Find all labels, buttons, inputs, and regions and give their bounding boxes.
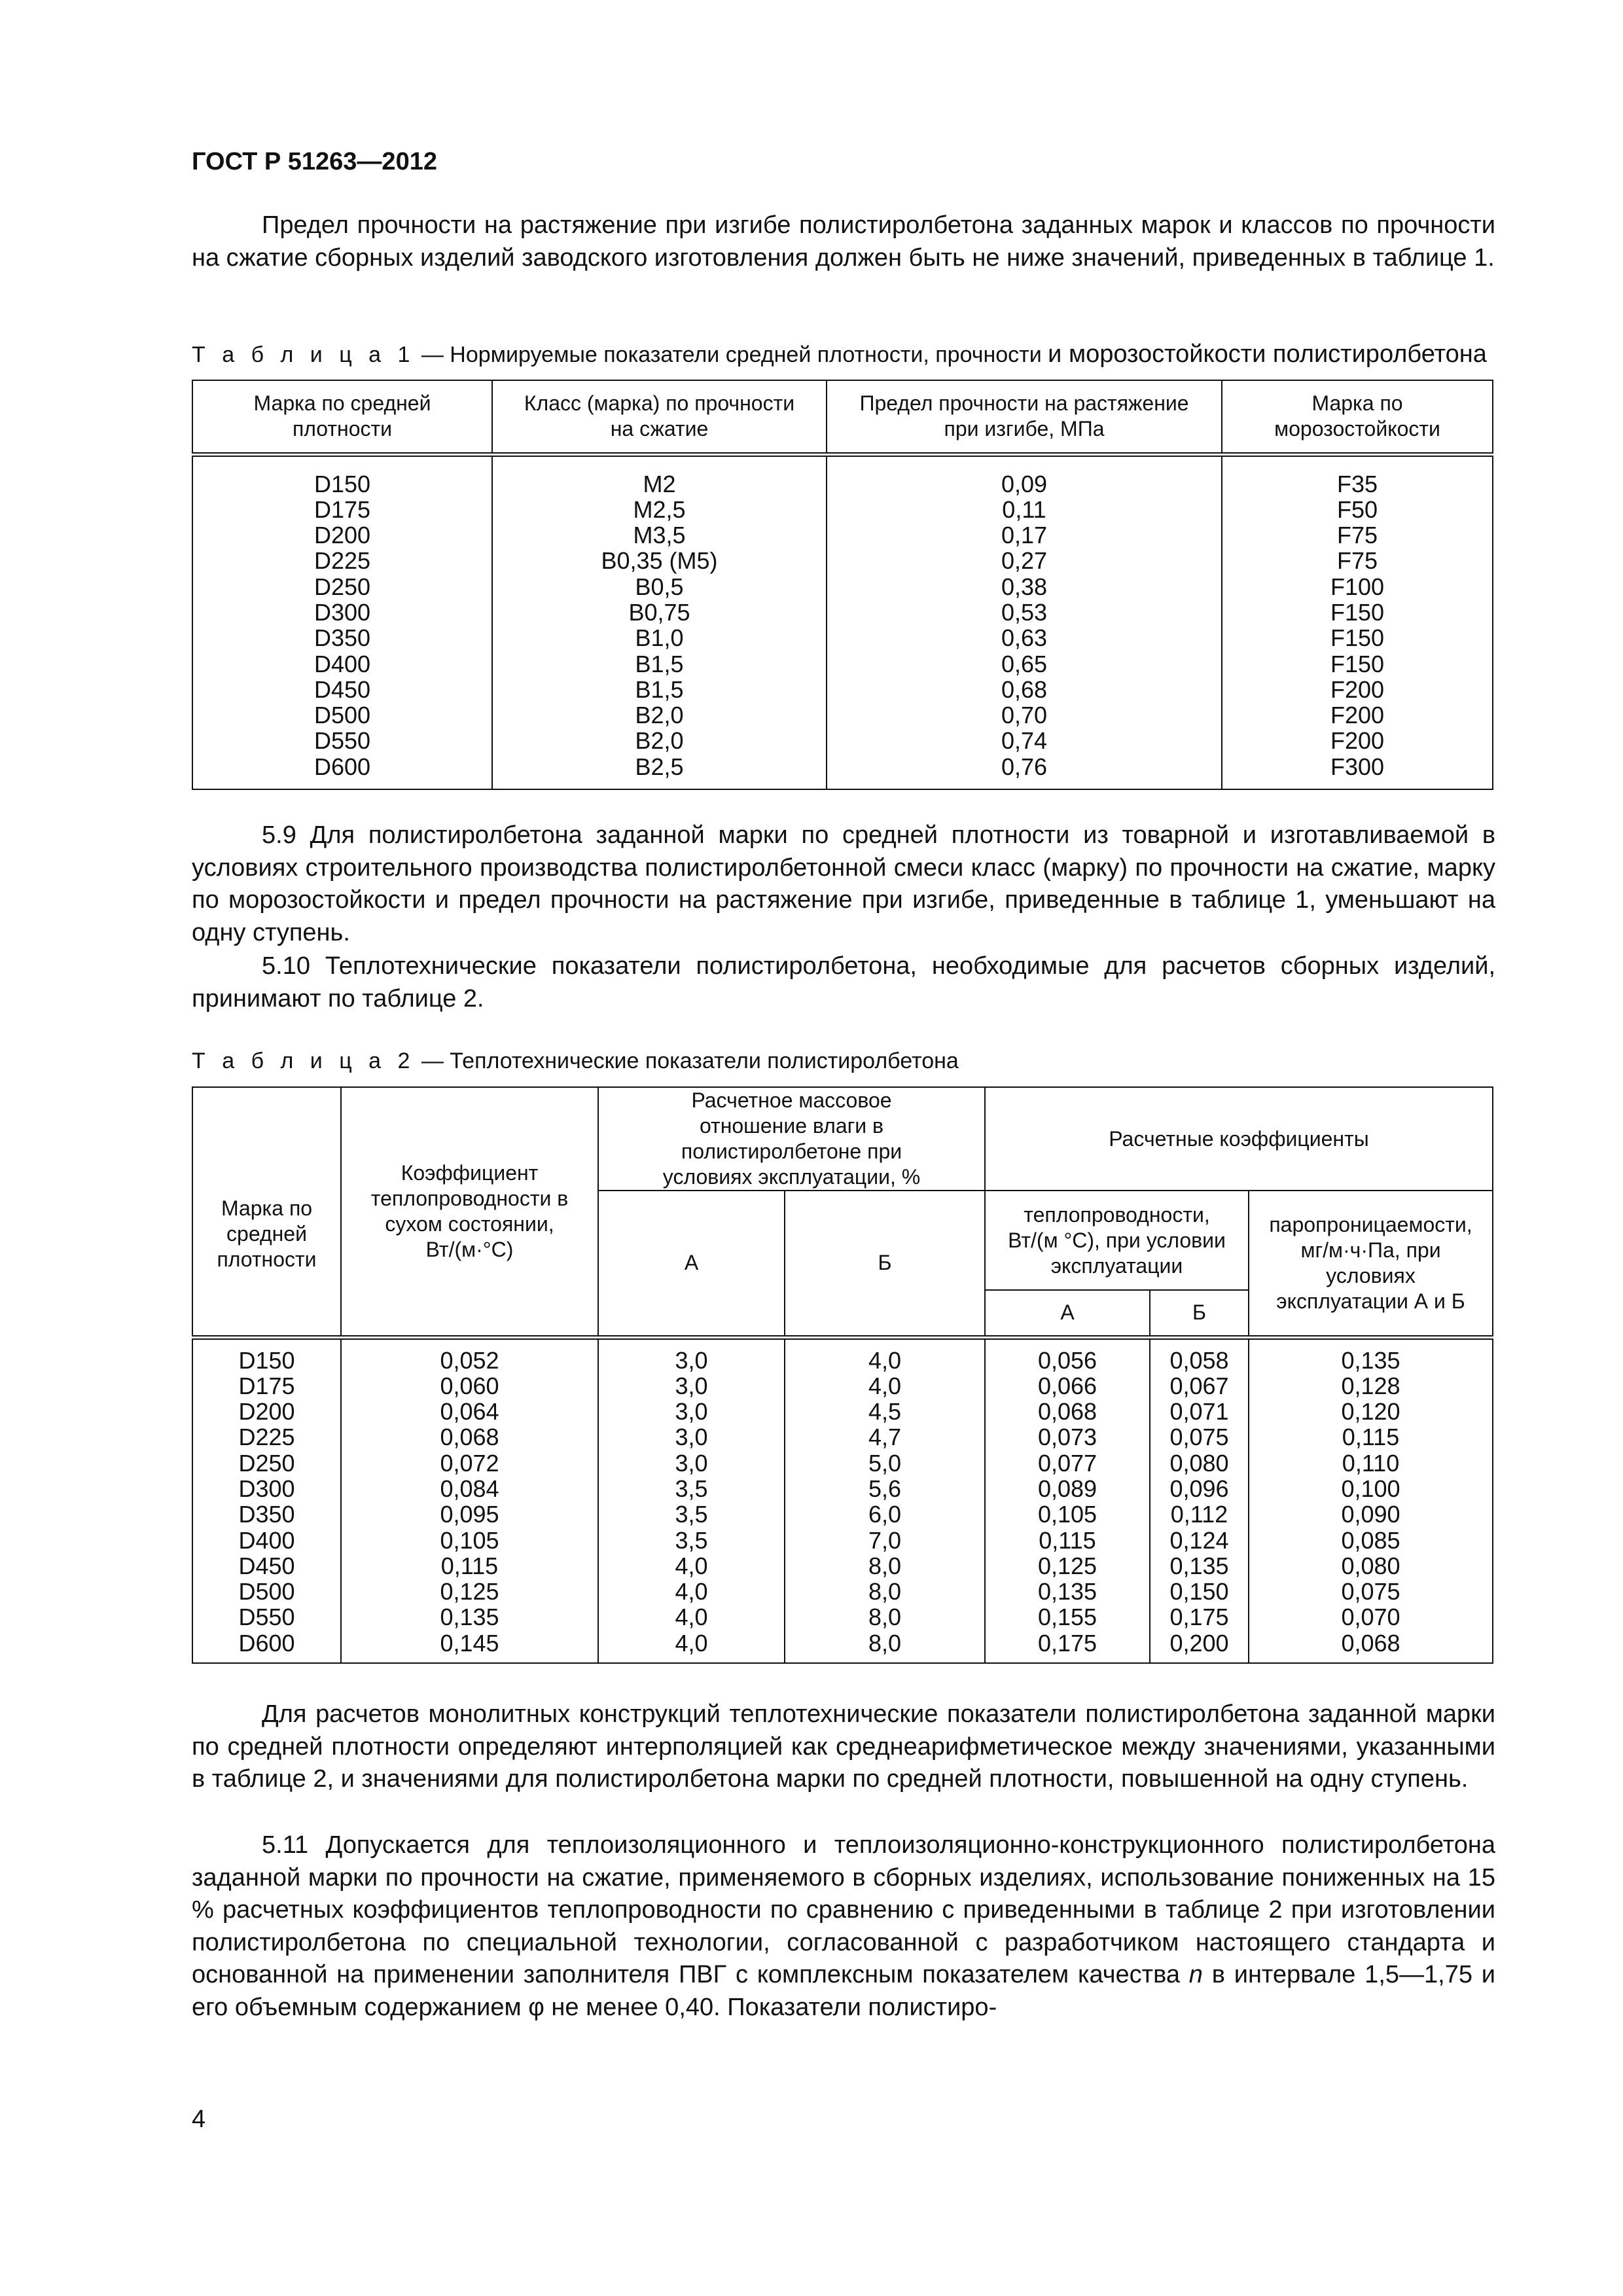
table-cell: 0,09 <box>1001 470 1048 497</box>
table-cell: 0,105 <box>440 1526 499 1554</box>
table-cell: 0,115 <box>1039 1526 1096 1554</box>
table-cell: D400 <box>238 1526 295 1554</box>
table-cell: 0,120 <box>1341 1398 1400 1426</box>
table-cell: 3,0 <box>675 1424 708 1451</box>
table-cell: 0,064 <box>440 1398 499 1426</box>
table-cell: B0,35 (M5) <box>601 547 718 575</box>
table-cell: F150 <box>1330 598 1385 626</box>
table1 <box>192 380 1492 790</box>
table-cell: F200 <box>1330 727 1385 755</box>
table-cell: D350 <box>313 624 371 652</box>
table-cell: M3,5 <box>633 522 686 549</box>
table-cell: 3,0 <box>675 1449 708 1477</box>
table2-col-moisture-a <box>598 1337 785 1663</box>
table2-header-conductivity-a: А <box>985 1290 1150 1337</box>
table2-col-density <box>192 1337 341 1663</box>
table1-header-frost-grade: Марка по морозостойкости <box>1222 380 1493 454</box>
table-cell: 0,124 <box>1169 1526 1229 1554</box>
table-cell: 0,096 <box>1169 1475 1229 1502</box>
table2-header-coefficients: Расчетные коэффициенты <box>985 1087 1493 1191</box>
table1-header-bending-strength: Предел прочности на растяжение при изгибе, МПа <box>827 380 1222 454</box>
table-cell: 0,175 <box>1037 1629 1097 1657</box>
table-cell: F300 <box>1330 753 1385 780</box>
table2-col-conductivity-a <box>985 1337 1150 1663</box>
table2-col-vapor <box>1249 1337 1493 1663</box>
table-cell: 0,128 <box>1341 1372 1400 1399</box>
table-cell: 0,155 <box>1037 1604 1097 1631</box>
table-cell: 7,0 <box>868 1526 902 1554</box>
table-cell: D350 <box>238 1501 295 1528</box>
table-cell: 8,0 <box>868 1552 902 1579</box>
table-cell: F75 <box>1336 522 1378 549</box>
table-cell: 0,74 <box>1001 727 1048 755</box>
table-cell: 0,075 <box>1341 1578 1400 1605</box>
table-cell: 4,0 <box>675 1578 708 1605</box>
table-cell: D500 <box>238 1578 295 1605</box>
table-cell: B1,0 <box>635 624 684 652</box>
table-cell: 0,105 <box>1037 1501 1097 1528</box>
table-cell: F35 <box>1336 470 1378 497</box>
table-cell: 3,5 <box>675 1501 708 1528</box>
table-cell: 0,53 <box>1001 598 1048 626</box>
table-cell: 0,125 <box>440 1578 499 1605</box>
table-cell: 0,067 <box>1169 1372 1229 1399</box>
table-cell: D175 <box>313 495 371 523</box>
table-cell: 0,65 <box>1001 650 1048 677</box>
table-cell: 3,5 <box>675 1475 708 1502</box>
table-cell: 0,200 <box>1169 1629 1229 1657</box>
table1-col-strength-class <box>492 454 827 789</box>
table-cell: 8,0 <box>868 1578 902 1605</box>
table-cell: B0,5 <box>635 573 684 600</box>
table-cell: 0,110 <box>1342 1449 1400 1477</box>
table1-col-bending-strength <box>827 454 1222 789</box>
table-cell: D550 <box>313 727 371 755</box>
table-cell: 3,0 <box>675 1372 708 1399</box>
table-cell: 0,068 <box>1341 1629 1400 1657</box>
table-cell: 5,6 <box>868 1475 902 1502</box>
table2-header-conductivity: теплопроводности, Вт/(м °С), при условии эксплуатации <box>985 1191 1249 1290</box>
table-cell: 0,080 <box>1341 1552 1400 1579</box>
table-cell: 0,112 <box>1170 1501 1228 1528</box>
table-cell: 4,0 <box>675 1604 708 1631</box>
table-cell: 0,76 <box>1001 753 1048 780</box>
table-cell: B1,5 <box>635 675 684 703</box>
table-cell: D450 <box>238 1552 295 1579</box>
table-cell: 4,5 <box>868 1398 902 1426</box>
table-cell: F150 <box>1330 624 1385 652</box>
table1-caption: Т а б л и ц а 1 — Нормируемые показатели средней плотности, прочности и морозостойкости полистиролбетона <box>192 340 1487 368</box>
table-cell: 6,0 <box>868 1501 902 1528</box>
table2-header-moisture: Расчетное массовое отношение влаги в полистиролбетоне при условиях эксплуатации, % <box>598 1087 985 1191</box>
table-cell: 4,7 <box>868 1424 902 1451</box>
table-cell: 0,075 <box>1169 1424 1229 1451</box>
table-cell: 0,135 <box>1037 1578 1097 1605</box>
table-cell: 0,052 <box>440 1346 499 1374</box>
table-cell: B2,0 <box>635 702 684 729</box>
table-cell: 4,0 <box>868 1346 902 1374</box>
table-cell: D250 <box>313 573 371 600</box>
intro-paragraph: Предел прочности на растяжение при изгибе полистиролбетона заданных марок и классов по прочности на сжатие сборных изделий заводского изготовления должен быть не ниже значений, приведенных в таблице 1. <box>192 211 1495 272</box>
table-cell: D600 <box>313 753 371 780</box>
page-number: 4 <box>192 2106 206 2133</box>
table-cell: F200 <box>1330 675 1385 703</box>
table-cell: D150 <box>313 470 371 497</box>
table-cell: 0,090 <box>1341 1501 1400 1528</box>
table2 <box>192 1086 1492 1664</box>
table1-col-density <box>192 454 492 789</box>
table-cell: 0,135 <box>1341 1346 1400 1374</box>
paragraph-monolithic: Для расчетов монолитных конструкций теплотехнические показатели полистиролбетона заданной марки по средней плотности определяют интерполяцией как среднеарифметическое между значениями, указанными в таблице 2, и значениями для полистиролбетона марки по средней плотности, повышенной на одну ступень. <box>192 1700 1495 1793</box>
table-cell: D175 <box>238 1372 295 1399</box>
table-cell: D225 <box>238 1424 295 1451</box>
table-cell: B1,5 <box>635 650 684 677</box>
table1-header-density: Марка по средней плотности <box>192 380 492 454</box>
table-cell: D300 <box>238 1475 295 1502</box>
table-cell: 0,17 <box>1001 522 1048 549</box>
table-cell: 0,058 <box>1169 1346 1229 1374</box>
table-cell: D400 <box>313 650 371 677</box>
table2-col-moisture-b <box>785 1337 985 1663</box>
table-cell: 0,071 <box>1169 1398 1229 1426</box>
table-cell: 0,084 <box>440 1475 499 1502</box>
table-cell: B2,5 <box>635 753 684 780</box>
table-cell: 0,70 <box>1001 702 1048 729</box>
table-cell: D200 <box>238 1398 295 1426</box>
table-cell: 0,100 <box>1341 1475 1400 1502</box>
page-header: ГОСТ Р 51263—2012 <box>192 148 437 175</box>
table-cell: 4,0 <box>675 1552 708 1579</box>
table-cell: 3,0 <box>675 1346 708 1374</box>
table-cell: D200 <box>313 522 371 549</box>
table-cell: 3,5 <box>675 1526 708 1554</box>
table-cell: F75 <box>1336 547 1378 575</box>
table-cell: D150 <box>238 1346 295 1374</box>
table-cell: 0,077 <box>1037 1449 1097 1477</box>
table-cell: 0,68 <box>1001 675 1048 703</box>
table2-caption: Т а б л и ц а 2 — Теплотехнические показатели полистиролбетона <box>192 1049 959 1073</box>
table-cell: 0,150 <box>1169 1578 1229 1605</box>
table1-col-frost-grade <box>1222 454 1493 789</box>
table-cell: 0,145 <box>440 1629 499 1657</box>
table-cell: 0,068 <box>440 1424 499 1451</box>
paragraph-5-11: 5.11 Допускается для теплоизоляционного и теплоизоляционно-конструкционного полистиролбетона заданной марки по прочности на сжатие, применяемого в сборных изделиях, использование пониженных на 15 % расчетных коэффициентов теплопроводности по сравнению с приведенными в таблице 2 при изготовлении полистиролбетона по специальной технологии, согласованной с разработчиком настоящего стандарта и основанной на применении заполнителя ПВГ с комплексным показателем качества n в интервале 1,5—1,75 и его объемным содержанием φ не менее 0,40. Показатели полистиро- <box>192 1831 1495 2021</box>
table-cell: F200 <box>1330 702 1385 729</box>
table-cell: 0,089 <box>1037 1475 1097 1502</box>
table2-header-dry-conductivity: Коэффициент теплопроводности в сухом состоянии, Вт/(м·°С) <box>341 1087 598 1337</box>
table-cell: 0,060 <box>440 1372 499 1399</box>
table2-col-conductivity-b <box>1150 1337 1249 1663</box>
table2-header-density: Марка по средней плотности <box>192 1087 341 1337</box>
table-cell: F100 <box>1330 573 1385 600</box>
table-cell: 0,135 <box>1169 1552 1229 1579</box>
table-cell: 0,095 <box>440 1501 499 1528</box>
table-cell: 5,0 <box>868 1449 902 1477</box>
table2-col-dry-conductivity <box>341 1337 598 1663</box>
table-cell: D550 <box>238 1604 295 1631</box>
table2-header-moisture-b: Б <box>785 1191 985 1337</box>
table-cell: 0,115 <box>440 1552 499 1579</box>
table-cell: 8,0 <box>868 1629 902 1657</box>
table-cell: 4,0 <box>675 1629 708 1657</box>
table-cell: 0,072 <box>440 1449 499 1477</box>
table2-header-moisture-a: А <box>598 1191 785 1337</box>
table-cell: M2 <box>643 470 676 497</box>
table-cell: D250 <box>238 1449 295 1477</box>
table-cell: 0,070 <box>1341 1604 1400 1631</box>
table-cell: 0,080 <box>1169 1449 1229 1477</box>
table-cell: D300 <box>313 598 371 626</box>
paragraph-5-9: 5.9 Для полистиролбетона заданной марки по средней плотности из товарной и изготавливаемой в условиях строительного производства полистиролбетонной смеси класс (марку) по прочности на сжатие, марку по морозостойкости и предел прочности на растяжение при изгибе, приведенные в таблице 1, уменьшают на одну ступень. <box>192 821 1495 946</box>
table2-header-vapor: паропроницаемости, мг/м·ч·Па, при условиях эксплуатации А и Б <box>1249 1191 1493 1337</box>
table2-header-conductivity-b: Б <box>1150 1290 1249 1337</box>
table-cell: 0,175 <box>1169 1604 1229 1631</box>
table-cell: B0,75 <box>628 598 690 626</box>
table-cell: 4,0 <box>868 1372 902 1399</box>
table-cell: D450 <box>313 675 371 703</box>
table-cell: 8,0 <box>868 1604 902 1631</box>
table1-header-strength-class: Класс (марка) по прочности на сжатие <box>492 380 827 454</box>
table-cell: B2,0 <box>635 727 684 755</box>
table-cell: 0,125 <box>1037 1552 1097 1579</box>
table-cell: F150 <box>1330 650 1385 677</box>
table-cell: 0,11 <box>1002 495 1046 523</box>
table-cell: 0,38 <box>1001 573 1048 600</box>
table-cell: 0,073 <box>1037 1424 1097 1451</box>
table-cell: 0,066 <box>1037 1372 1097 1399</box>
table-cell: D225 <box>313 547 371 575</box>
table-cell: F50 <box>1336 495 1378 523</box>
table-cell: 0,068 <box>1037 1398 1097 1426</box>
table-cell: 0,056 <box>1037 1346 1097 1374</box>
table-cell: 0,27 <box>1001 547 1048 575</box>
table-cell: 0,63 <box>1001 624 1048 652</box>
table-cell: 0,135 <box>440 1604 499 1631</box>
table-cell: D600 <box>238 1629 295 1657</box>
paragraph-5-10: 5.10 Теплотехнические показатели полистиролбетона, необходимые для расчетов сборных изделий, принимают по таблице 2. <box>192 952 1495 1013</box>
table-cell: 3,0 <box>675 1398 708 1426</box>
table-cell: D500 <box>313 702 371 729</box>
table-cell: 0,115 <box>1342 1424 1400 1451</box>
table-cell: M2,5 <box>633 495 686 523</box>
table-cell: 0,085 <box>1341 1526 1400 1554</box>
